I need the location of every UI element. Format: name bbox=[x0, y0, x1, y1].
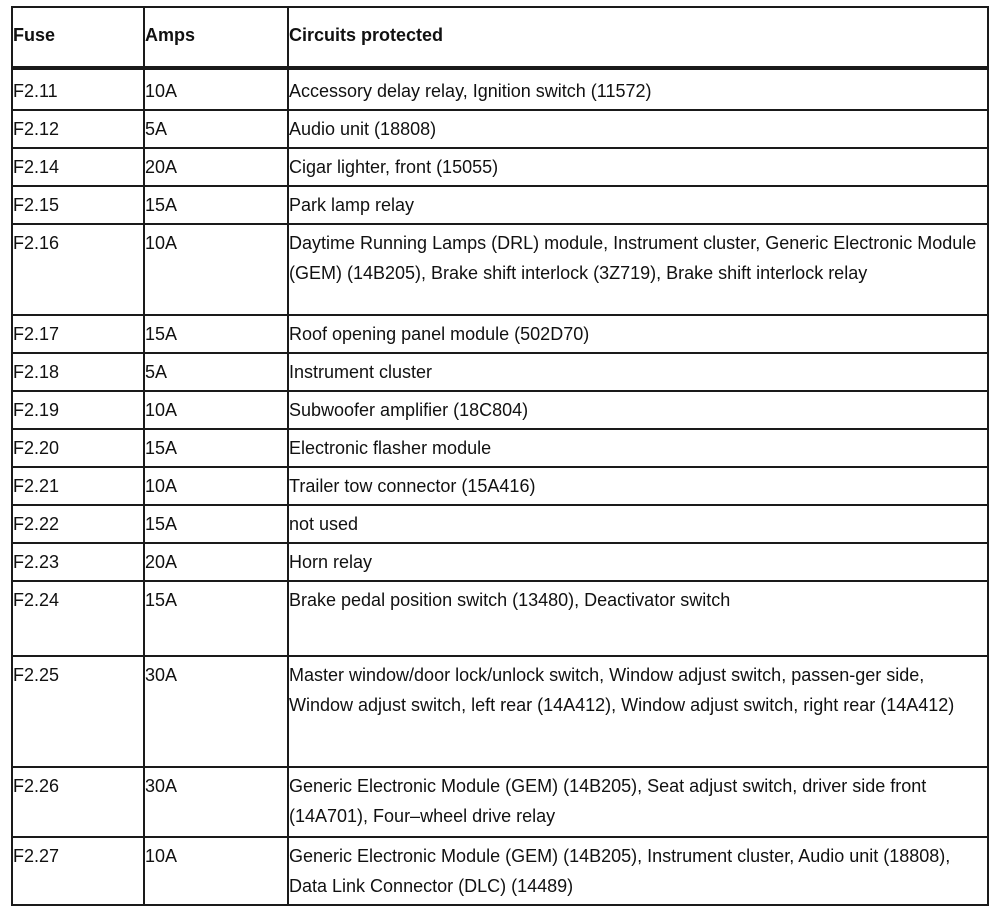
cell-amps: 5A bbox=[144, 110, 288, 148]
cell-amps: 15A bbox=[144, 315, 288, 353]
cell-amps: 15A bbox=[144, 505, 288, 543]
cell-fuse: F2.18 bbox=[12, 353, 144, 391]
cell-circuits: Audio unit (18808) bbox=[288, 110, 988, 148]
cell-circuits: Trailer tow connector (15A416) bbox=[288, 467, 988, 505]
cell-amps: 30A bbox=[144, 656, 288, 767]
table-row bbox=[12, 68, 988, 110]
table-row bbox=[12, 505, 988, 543]
cell-amps: 10A bbox=[144, 467, 288, 505]
cell-fuse: F2.23 bbox=[12, 543, 144, 581]
cell-amps: 20A bbox=[144, 543, 288, 581]
cell-amps: 10A bbox=[144, 224, 288, 315]
cell-amps: 15A bbox=[144, 429, 288, 467]
cell-fuse: F2.15 bbox=[12, 186, 144, 224]
cell-circuits: Accessory delay relay, Ignition switch (11572) bbox=[288, 68, 988, 110]
cell-fuse: F2.20 bbox=[12, 429, 144, 467]
cell-circuits: Subwoofer amplifier (18C804) bbox=[288, 391, 988, 429]
fuse-table bbox=[11, 6, 989, 906]
cell-amps: 5A bbox=[144, 353, 288, 391]
table-row bbox=[12, 656, 988, 767]
table-row bbox=[12, 186, 988, 224]
cell-fuse: F2.17 bbox=[12, 315, 144, 353]
cell-amps: 30A bbox=[144, 767, 288, 837]
cell-fuse: F2.21 bbox=[12, 467, 144, 505]
table-row bbox=[12, 467, 988, 505]
cell-circuits: Generic Electronic Module (GEM) (14B205), Instrument cluster, Audio unit (18808), Data Link Connector (DLC) (14489) bbox=[288, 837, 988, 905]
table-row bbox=[12, 543, 988, 581]
table-row bbox=[12, 315, 988, 353]
table-row bbox=[12, 148, 988, 186]
header-row bbox=[12, 7, 988, 68]
column-header-amps: Amps bbox=[144, 7, 288, 68]
table-row bbox=[12, 429, 988, 467]
column-header-fuse: Fuse bbox=[12, 7, 144, 68]
cell-amps: 10A bbox=[144, 68, 288, 110]
cell-circuits: Brake pedal position switch (13480), Deactivator switch bbox=[288, 581, 988, 656]
cell-amps: 15A bbox=[144, 186, 288, 224]
cell-circuits: Instrument cluster bbox=[288, 353, 988, 391]
table-header bbox=[12, 7, 988, 68]
table-row bbox=[12, 767, 988, 837]
cell-circuits: Daytime Running Lamps (DRL) module, Instrument cluster, Generic Electronic Module (GEM) (14B205), Brake shift interlock (3Z719), Brake shift interlock relay bbox=[288, 224, 988, 315]
cell-fuse: F2.11 bbox=[12, 68, 144, 110]
cell-circuits: not used bbox=[288, 505, 988, 543]
cell-circuits: Master window/door lock/unlock switch, Window adjust switch, passen-ger side, Window adjust switch, left rear (14A412), Window adjust switch, right rear (14A412) bbox=[288, 656, 988, 767]
cell-fuse: F2.24 bbox=[12, 581, 144, 656]
cell-fuse: F2.26 bbox=[12, 767, 144, 837]
table-row bbox=[12, 224, 988, 315]
cell-circuits: Cigar lighter, front (15055) bbox=[288, 148, 988, 186]
cell-fuse: F2.14 bbox=[12, 148, 144, 186]
table-row bbox=[12, 391, 988, 429]
column-header-circuits: Circuits protected bbox=[288, 7, 988, 68]
table-row bbox=[12, 353, 988, 391]
cell-circuits: Park lamp relay bbox=[288, 186, 988, 224]
cell-amps: 15A bbox=[144, 581, 288, 656]
cell-fuse: F2.12 bbox=[12, 110, 144, 148]
cell-fuse: F2.25 bbox=[12, 656, 144, 767]
cell-circuits: Horn relay bbox=[288, 543, 988, 581]
cell-amps: 10A bbox=[144, 391, 288, 429]
table-row bbox=[12, 837, 988, 905]
cell-fuse: F2.16 bbox=[12, 224, 144, 315]
table-body bbox=[12, 68, 988, 905]
cell-circuits: Roof opening panel module (502D70) bbox=[288, 315, 988, 353]
cell-amps: 20A bbox=[144, 148, 288, 186]
cell-amps: 10A bbox=[144, 837, 288, 905]
table-row bbox=[12, 110, 988, 148]
table-row bbox=[12, 581, 988, 656]
cell-fuse: F2.22 bbox=[12, 505, 144, 543]
cell-fuse: F2.19 bbox=[12, 391, 144, 429]
cell-fuse: F2.27 bbox=[12, 837, 144, 905]
cell-circuits: Electronic flasher module bbox=[288, 429, 988, 467]
cell-circuits: Generic Electronic Module (GEM) (14B205), Seat adjust switch, driver side front (14A701), Four–wheel drive relay bbox=[288, 767, 988, 837]
